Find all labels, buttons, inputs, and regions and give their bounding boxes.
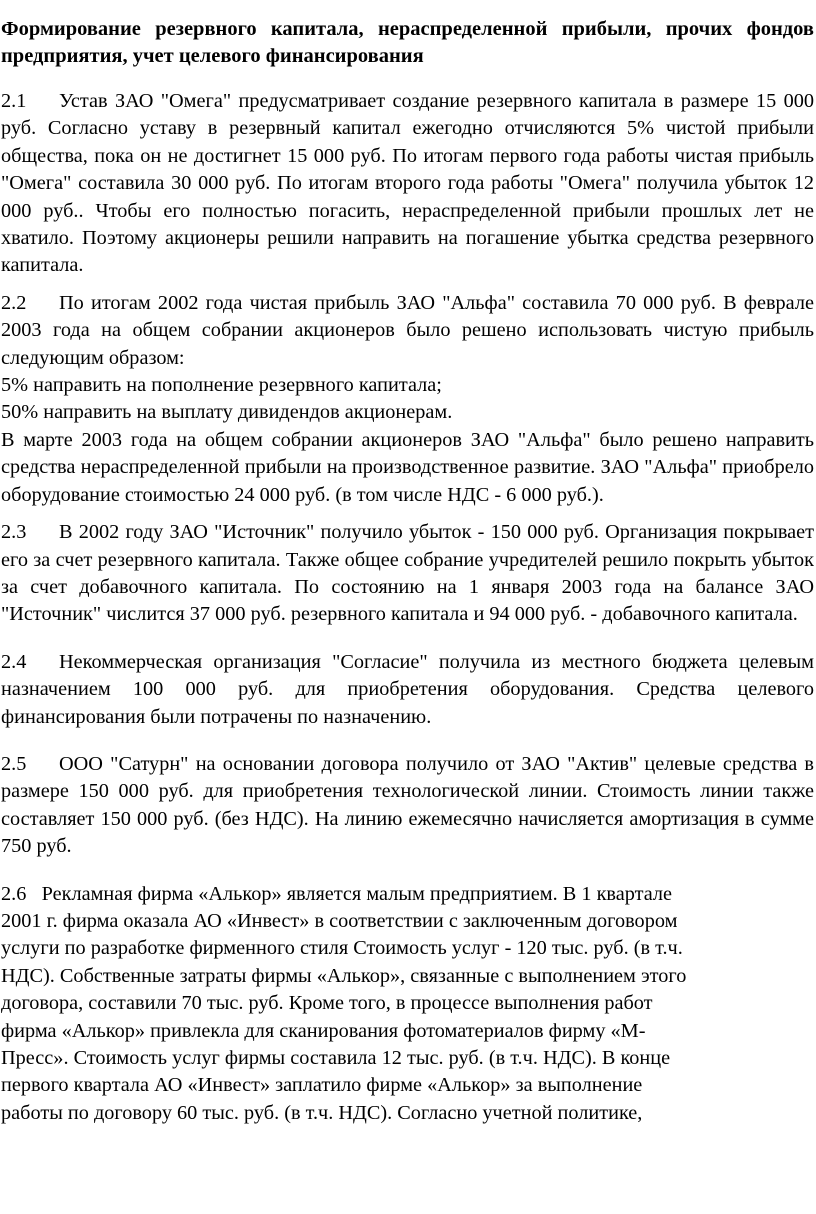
task-line: Пресс». Стоимость услуг фирмы составила 12 тыс. руб. (в т.ч. НДС). В конце <box>1 1047 671 1069</box>
task-2-1 <box>1 88 814 280</box>
task-line: первого квартала АО «Инвест» заплатило фирме «Алькор» за выполнение <box>1 1074 643 1097</box>
spacer <box>1 629 814 649</box>
spacer <box>1 731 814 751</box>
task-text: ООО "Сатурн" на основании договора получило от ЗАО "Актив" целевые средства в размере 150 000 руб. для приобретения технологической линии. Стоимость линии также составляет 150 000 руб. (без НДС). На линию ежемесячно начисляется амортизация в сумме 750 руб. <box>1 752 814 858</box>
task-line-text: Рекламная фирма «Алькор» является малым предприятием. В 1 квартале <box>41 882 673 905</box>
task-line: услуги по разработке фирменного стиля Стоимость услуг - 120 тыс. руб. (в т.ч. <box>1 937 683 960</box>
task-text: Некоммерческая организация "Согласие" получила из местного бюджета целевым назначением 100 000 руб. для приобретения оборудования. Средства целевого финансирования были потрачены по назначению. <box>1 650 814 728</box>
task-text-block <box>1 290 814 372</box>
task-number: 2.5 <box>1 752 27 775</box>
task-line: 2001 г. фирма оказала АО «Инвест» в соответствии с заключенным договором <box>1 909 678 932</box>
task-text: В 2002 году ЗАО "Источник" получило убыток - 150 000 руб. Организация покрывает его за счет резервного капитала. Также общее собрание учредителей решило покрыть убыток за счет добавочного капитала. По состоянию на 1 января 2003 года на балансе ЗАО "Источник" числится 37 000 руб. резервного капитала и 94 000 руб. - добавочного капитала. <box>1 521 814 626</box>
task-line: договора, составили 70 тыс. руб. Кроме того, в процессе выполнения работ <box>1 992 653 1015</box>
task-2-2 <box>1 290 814 509</box>
task-number: 2.1 <box>1 90 27 112</box>
task-line: НДС). Собственные затраты фирмы «Алькор», связанные с выполнением этого <box>1 964 687 987</box>
task-2-4 <box>1 649 814 731</box>
document-title: Формирование резервного капитала, нераспределенной прибыли, прочих фондов предприятия, учет целевого финансирования <box>1 18 814 67</box>
task-2-6 <box>1 881 814 1128</box>
task-text: Устав ЗАО "Омега" предусматривает создание резервного капитала в размере 15 000 руб. Согласно уставу в резервный капитал ежегодно отчисляются 5% чистой прибыли общества, пока он не достигнет 15 000 руб. По итогам первого года работы чистая прибыль "Омега" составила 30 000 руб. По итогам второго года работы "Омега" получила убыток 12 000 руб.. Чтобы его полностью погасить, нераспределенной прибыли прошлых лет не хватило. Поэтому акционеры решили направить на погашение убытка средства резервного капитала. <box>1 90 814 277</box>
task-list-line: 50% направить на выплату дивидендов акционерам. <box>1 401 453 424</box>
task-2-5 <box>1 751 814 861</box>
task-number: 2.2 <box>1 291 27 314</box>
task-text: По итогам 2002 года чистая прибыль ЗАО "Альфа" составила 70 000 руб. В феврале 2003 года на общем собрании акционеров было решено использовать чистую прибыль следующим образом: <box>1 291 814 369</box>
task-line: фирма «Алькор» привлекла для сканирования фотоматериалов фирму «М- <box>1 1019 646 1042</box>
spacer <box>1 509 814 519</box>
task-2-3 <box>1 519 814 629</box>
spacer <box>1 861 814 881</box>
spacer <box>1 280 814 290</box>
task-number: 2.6 <box>1 882 27 905</box>
task-text-after: В марте 2003 года на общем собрании акционеров ЗАО "Альфа" было решено направить средства нераспределенной прибыли на производственное развитие. ЗАО "Альфа" приобрело оборудование стоимостью 24 000 руб. (в том числе НДС - 6 000 руб.). <box>1 428 814 506</box>
task-line: работы по договору 60 тыс. руб. (в т.ч. НДС). Согласно учетной политике, <box>1 1101 643 1124</box>
task-number: 2.3 <box>1 521 27 544</box>
task-list-line: 5% направить на пополнение резервного капитала; <box>1 374 442 397</box>
task-number: 2.4 <box>1 650 27 673</box>
task-line <box>1 881 814 908</box>
